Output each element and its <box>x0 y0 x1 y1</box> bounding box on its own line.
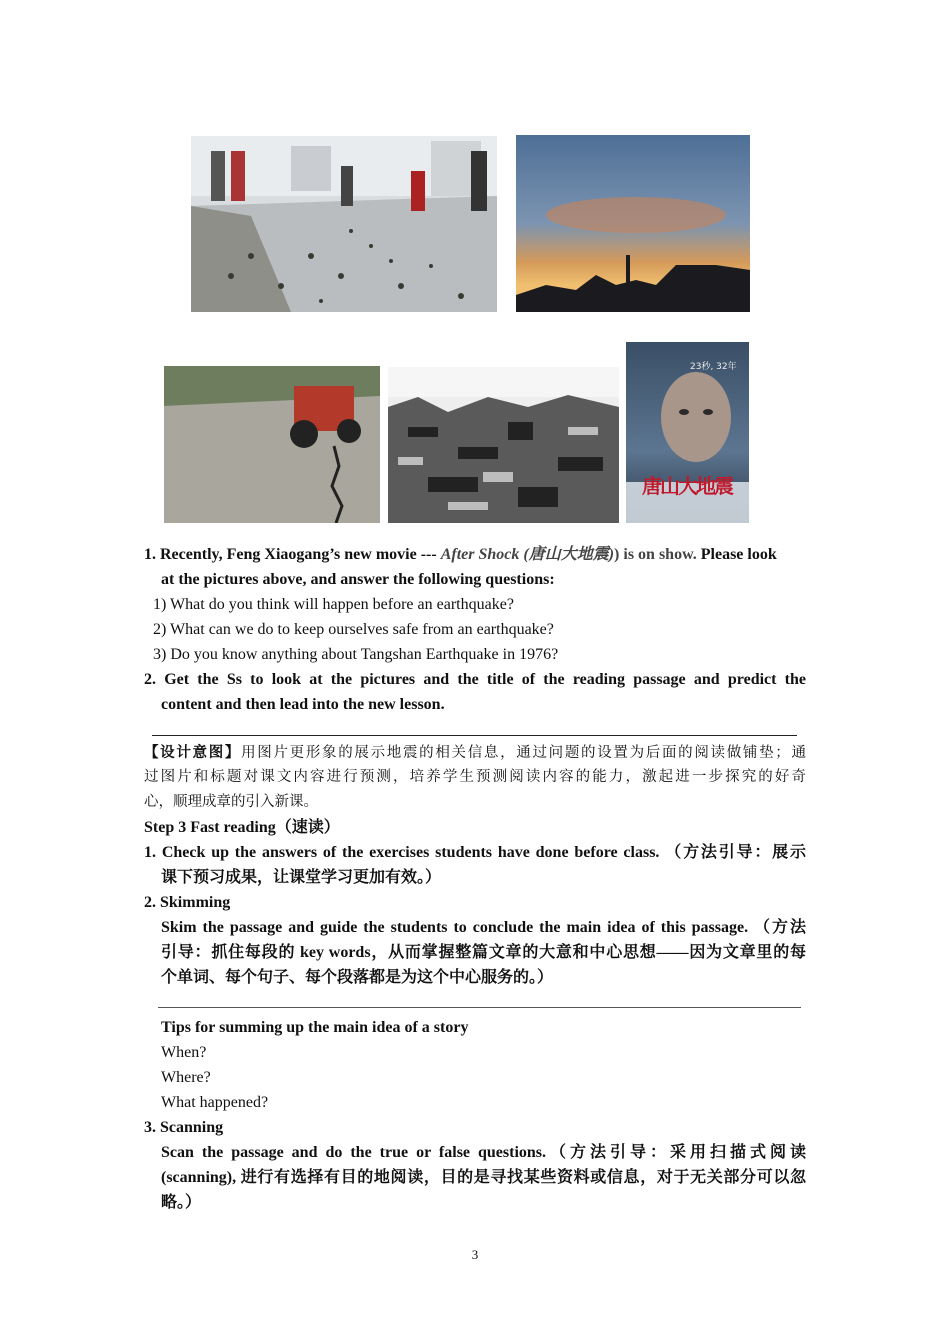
item2-line2: content and then lead into the new lesson. <box>161 696 445 713</box>
sunset-sky-photo <box>516 135 750 312</box>
movie-title: After Shock ( <box>440 546 529 563</box>
tip-when: When? <box>161 1044 207 1061</box>
movie-title-cn: 唐山大地震 <box>528 546 609 563</box>
item1-pre: Recently, Feng Xiaogang’s new movie --- <box>160 546 441 563</box>
poster-title: 唐山大地震 <box>642 474 732 498</box>
step3-title: Step 3 Fast reading（速读） <box>144 819 340 836</box>
design-line3: 心，顺理成章的引入新课。 <box>144 794 318 810</box>
question-1: 1) What do you think will happen before an earthquake? <box>153 596 514 613</box>
item1-rest: Please look <box>696 546 777 563</box>
poster-subtitle: 23秒, 32年 <box>690 362 737 372</box>
scanning-line2: (scanning), 进行有选择有目的地阅读，目的是寻找某些资料或信息，对于无关部分可以忽 <box>161 1169 806 1186</box>
design-line2: 过图片和标题对课文内容进行预测，培养学生预测阅读内容的能力，激起进一步探究的好奇 <box>144 769 806 785</box>
item1-line2: at the pictures above, and answer the following questions: <box>161 571 555 588</box>
page-number: 3 <box>471 1247 479 1262</box>
step3-s1-line2: 课下预习成果，让课堂学习更加有效。） <box>161 869 442 886</box>
movie-close-paren: ) <box>608 546 615 563</box>
tips-title: Tips for summing up the main idea of a story <box>161 1019 469 1036</box>
question-3: 3) Do you know anything about Tangshan Earthquake in 1976? <box>153 646 559 663</box>
scanning-title: 3. Scanning <box>144 1119 224 1136</box>
item2-line1: 2. Get the Ss to look at the pictures and the title of the reading passage and predict the <box>144 671 806 688</box>
scanning-line3: 略。） <box>161 1194 202 1211</box>
skimming-line2: 引导：抓住每段的 key words，从而掌握整篇文章的大意和中心思想——因为文章里的每 <box>161 944 806 961</box>
scanning-line1: Scan the passage and do the true or false questions.（方法引导：采用扫描式阅读 <box>161 1144 806 1161</box>
locusts-on-road-photo <box>191 136 497 312</box>
item1-line1 <box>144 542 806 567</box>
answer-line-1 <box>152 735 797 736</box>
earthquake-ruins-photo <box>388 367 619 523</box>
question-2: 2) What can we do to keep ourselves safe from an earthquake? <box>153 621 554 638</box>
skimming-title: 2. Skimming <box>144 894 231 911</box>
design-line1 <box>144 740 806 766</box>
answer-line-2 <box>158 1007 801 1008</box>
skimming-line1: Skim the passage and guide the students to conclude the main idea of this passage. （方法 <box>161 919 806 936</box>
item1-number: 1. <box>144 546 156 563</box>
design-label: 【设计意图】 <box>144 744 242 761</box>
item1-post: ) is on show. <box>614 546 697 563</box>
tip-what-happened: What happened? <box>161 1094 269 1111</box>
cracked-road-tractor-photo <box>164 366 380 523</box>
design-text1: 用图片更形象的展示地震的相关信息，通过问题的设置为后面的阅读做铺垫；通 <box>241 745 806 761</box>
step3-s1-line1: 1. Check up the answers of the exercises students have done before class. （方法引导：展示 <box>144 844 806 861</box>
skimming-line3: 个单词、每个句子、每个段落都是为这个中心服务的。） <box>161 969 554 986</box>
tip-where: Where? <box>161 1069 211 1086</box>
aftershock-movie-poster <box>626 342 749 523</box>
